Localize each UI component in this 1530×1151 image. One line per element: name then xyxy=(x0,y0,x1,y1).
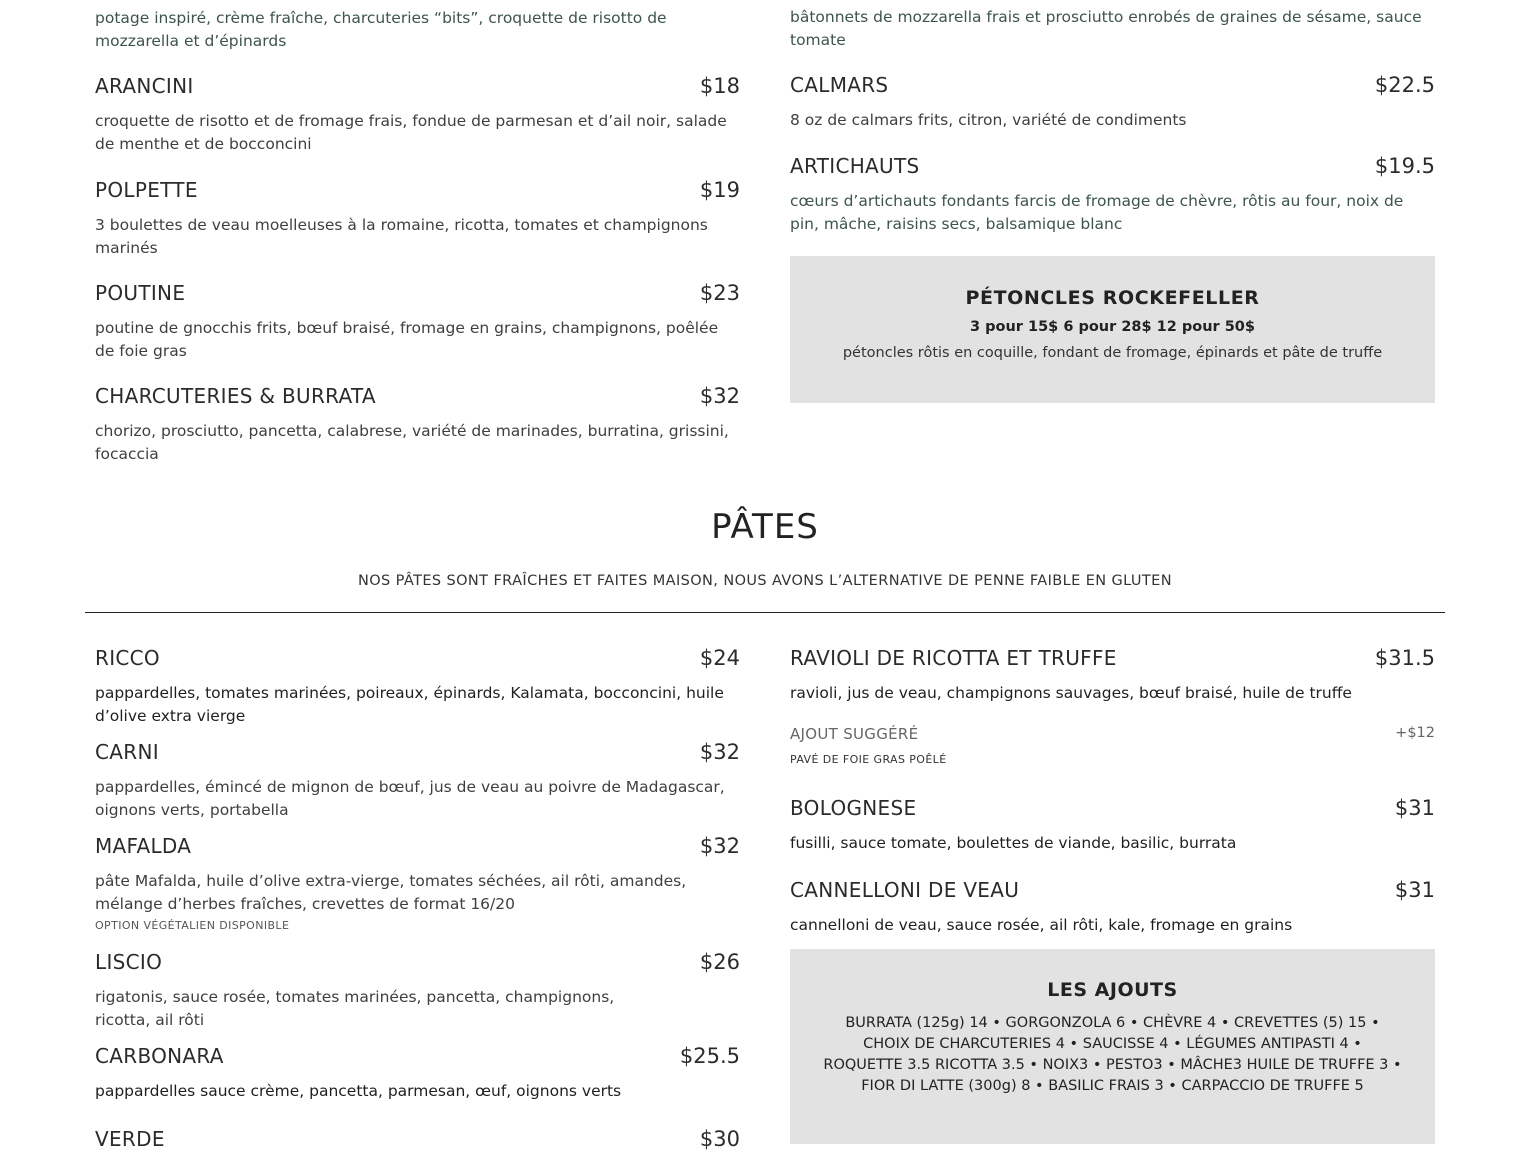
menu-item-arancini xyxy=(95,74,740,155)
addon-price: +$12 xyxy=(1395,725,1435,741)
item-description: cannelloni de veau, sauce rosée, ail rôti, kale, fromage en grains xyxy=(790,916,1293,934)
intro-item-left xyxy=(95,7,740,52)
item-name: RAVIOLI DE RICOTTA ET TRUFFE xyxy=(790,646,1117,670)
item-note: OPTION VÉGÉTALIEN DISPONIBLE xyxy=(95,919,290,932)
item-price: $22.5 xyxy=(1374,73,1435,97)
item-description: croquette de risotto et de fromage frais, fondue de parmesan et d’ail noir, salade de menthe et de bocconcini xyxy=(95,112,727,153)
menu-item-carni xyxy=(95,740,740,821)
item-price: $19.5 xyxy=(1374,154,1435,178)
menu-item-liscio xyxy=(95,950,740,1031)
item-description: 3 boulettes de veau moelleuses à la romaine, ricotta, tomates et champignons marinés xyxy=(95,216,708,257)
item-description: pâte Mafalda, huile d’olive extra-vierge, tomates séchées, ail rôti, amandes, mélange d’herbes fraîches, crevettes de format 16/20 xyxy=(95,872,687,913)
item-name: MAFALDA xyxy=(95,834,192,858)
item-price: $31 xyxy=(1394,878,1435,902)
item-name: LISCIO xyxy=(95,950,163,974)
section-divider xyxy=(85,612,1445,613)
extras-list: BURRATA (125g) 14 • GORGONZOLA 6 • CHÈVRE 4 • CREVETTES (5) 15 • CHOIX DE CHARCUTERIES 4 • SAUCISSE 4 • LÉGUMES ANTIPASTI 4 • ROQUETTE 3.5 RICOTTA 3.5 • NOIX3 • PESTO3 • MÂCHE3 HUILE DE TRUFFE 3 • FIOR DI LATTE (300g) 8 • BASILIC FRAIS 3 • CARPACCIO DE TRUFFE 5 xyxy=(823,1015,1402,1094)
suggested-addon xyxy=(790,725,1435,766)
item-name: CANNELLONI DE VEAU xyxy=(790,878,1020,902)
item-name: CARBONARA xyxy=(95,1044,224,1068)
menu-item-ricco xyxy=(95,646,740,727)
item-description: chorizo, prosciutto, pancetta, calabrese, variété de marinades, burratina, grissini, focaccia xyxy=(95,422,729,463)
item-description: 8 oz de calmars frits, citron, variété de condiments xyxy=(790,111,1187,129)
menu-item-polpette xyxy=(95,178,740,259)
item-price: $31.5 xyxy=(1374,646,1435,670)
item-name: BOLOGNESE xyxy=(790,796,917,820)
item-description: fusilli, sauce tomate, boulettes de viande, basilic, burrata xyxy=(790,834,1237,852)
item-name: POUTINE xyxy=(95,281,186,305)
section-subtitle: NOS PÂTES SONT FRAÎCHES ET FAITES MAISON, NOUS AVONS L’ALTERNATIVE DE PENNE FAIBLE EN GLUTEN xyxy=(358,573,1172,589)
item-price: $30 xyxy=(699,1127,740,1151)
item-description: poutine de gnocchis frits, bœuf braisé, fromage en grains, champignons, poêlée de foie gras xyxy=(95,319,719,360)
menu-item-verde xyxy=(95,1127,740,1151)
item-price: $24 xyxy=(699,646,740,670)
menu-item-carbonara xyxy=(95,1044,740,1103)
menu-item-ravioli xyxy=(790,646,1435,705)
item-name: ARANCINI xyxy=(95,74,194,98)
item-description: ravioli, jus de veau, champignons sauvages, bœuf braisé, huile de truffe xyxy=(790,684,1352,702)
extras-title: LES AJOUTS xyxy=(1047,979,1178,1001)
addon-label: AJOUT SUGGÉRÉ xyxy=(790,725,919,743)
item-name: VERDE xyxy=(95,1127,165,1151)
item-description: bâtonnets de mozzarella frais et prosciutto enrobés de graines de sésame, sauce tomate xyxy=(790,8,1422,49)
item-price: $32 xyxy=(699,740,740,764)
item-price: $18 xyxy=(699,74,740,98)
special-title: PÉTONCLES ROCKEFELLER xyxy=(965,287,1260,309)
item-price: $23 xyxy=(699,281,740,305)
item-name: CALMARS xyxy=(790,73,889,97)
item-price: $25.5 xyxy=(679,1044,740,1068)
menu-item-mafalda xyxy=(95,834,740,932)
intro-item-right xyxy=(790,6,1435,51)
special-pricing: 3 pour 15$ 6 pour 28$ 12 pour 50$ xyxy=(970,319,1255,335)
menu-item-artichauts xyxy=(790,154,1435,235)
extras-box xyxy=(790,949,1435,1144)
section-title-pates: PÂTES xyxy=(711,507,819,547)
item-name: ARTICHAUTS xyxy=(790,154,920,178)
item-price: $26 xyxy=(699,950,740,974)
item-price: $32 xyxy=(699,384,740,408)
item-description: potage inspiré, crème fraîche, charcuteries “bits”, croquette de risotto de mozzarella et d’épinards xyxy=(95,9,667,50)
item-name: RICCO xyxy=(95,646,160,670)
item-price: $32 xyxy=(699,834,740,858)
menu-item-calmars xyxy=(790,73,1435,132)
item-description: rigatonis, sauce rosée, tomates marinées, pancetta, champignons, ricotta, ail rôti xyxy=(95,988,615,1029)
item-name: CARNI xyxy=(95,740,159,764)
menu-item-bolognese xyxy=(790,796,1435,855)
item-name: POLPETTE xyxy=(95,178,198,202)
item-description: pappardelles sauce crème, pancetta, parmesan, œuf, oignons verts xyxy=(95,1082,622,1100)
item-description: pappardelles, tomates marinées, poireaux, épinards, Kalamata, bocconcini, huile d’olive extra vierge xyxy=(95,684,724,725)
special-description: pétoncles rôtis en coquille, fondant de fromage, épinards et pâte de truffe xyxy=(842,345,1383,361)
menu-item-charcuteries-burrata xyxy=(95,384,740,465)
item-name: CHARCUTERIES & BURRATA xyxy=(95,384,376,408)
item-description: pappardelles, émincé de mignon de bœuf, jus de veau au poivre de Madagascar, oignons verts, portabella xyxy=(95,778,725,819)
addon-detail: PAVÉ DE FOIE GRAS POÊLÉ xyxy=(790,753,947,766)
item-price: $19 xyxy=(699,178,740,202)
item-price: $31 xyxy=(1394,796,1435,820)
special-box-petoncles xyxy=(790,256,1435,403)
menu-item-cannelloni xyxy=(790,878,1435,937)
item-description: cœurs d’artichauts fondants farcis de fromage de chèvre, rôtis au four, noix de pin, mâche, raisins secs, balsamique blanc xyxy=(790,192,1404,233)
menu-item-poutine xyxy=(95,281,740,362)
